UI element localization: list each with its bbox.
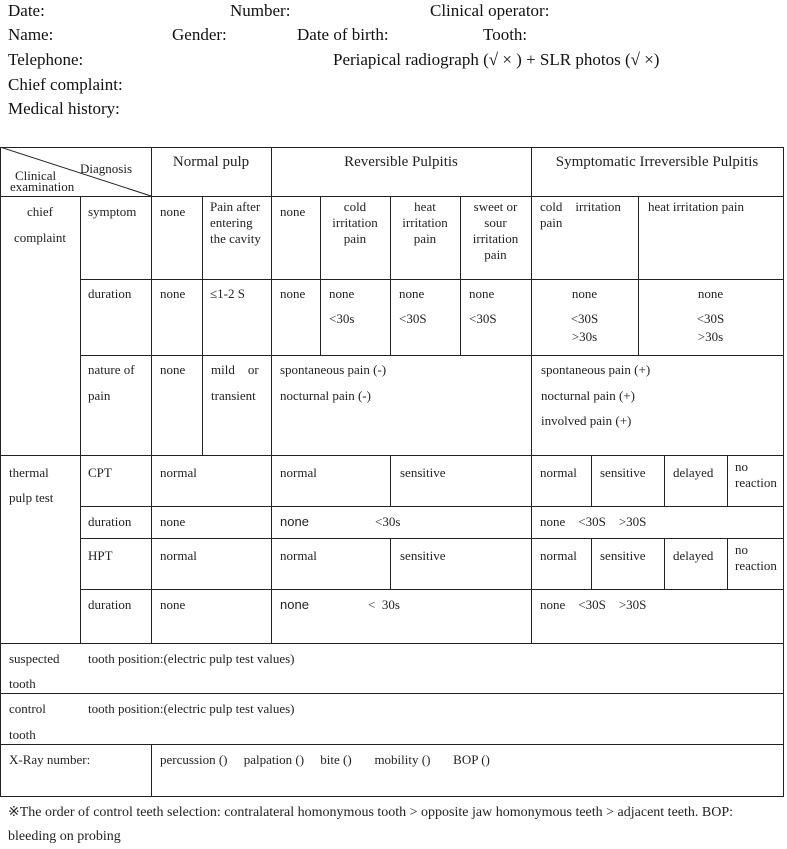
- hpt-sip-sensitive: sensitive: [600, 548, 646, 563]
- cpt-sip-sensitive: sensitive: [600, 465, 646, 480]
- control-label-line1: control: [9, 701, 46, 716]
- nature-rev-spontaneous: spontaneous pain (-): [280, 362, 387, 377]
- duration-normal-le12: ≤1-2 S: [210, 286, 245, 301]
- telephone-label: Telephone:: [8, 50, 84, 69]
- footnote: ※The order of control teeth selection: contralateral homonymous tooth > opposite jaw homonymous teeth > adjacent teeth. BOP: bleeding on probing: [8, 805, 734, 844]
- duration-cold-lt30: <30s: [329, 311, 355, 326]
- chief-complaint-label: Chief complaint:: [8, 75, 123, 94]
- symptom-sip-cold: cold irritation pain: [540, 199, 625, 230]
- gender-label: Gender:: [172, 25, 227, 44]
- thermal-label-line2: pulp test: [9, 490, 54, 505]
- chief-label: chief: [27, 204, 53, 219]
- medical-history-label: Medical history:: [8, 99, 120, 118]
- tooth-label: Tooth:: [483, 25, 528, 44]
- duration-cold-none: none: [329, 286, 355, 301]
- clinical-operator-label: Clinical operator:: [430, 1, 550, 20]
- duration-sip2-gt30: >30s: [697, 329, 724, 344]
- hpt-duration-label: duration: [88, 597, 132, 612]
- hpt-sip-no-reaction: no reaction: [735, 542, 777, 573]
- hpt-duration-rev-lt30: < 30s: [368, 597, 400, 612]
- cpt-duration-normal: none: [160, 514, 186, 529]
- symptom-cold: cold irritation pain: [332, 199, 378, 246]
- exam-items: percussion () palpation () bite () mobility () BOP (): [160, 752, 490, 767]
- suspected-label-line1: suspected: [9, 651, 60, 666]
- nature-transient: transient: [211, 388, 256, 403]
- nature-mild: mild or: [211, 362, 259, 377]
- hpt-duration-rev-none: none: [280, 597, 309, 612]
- hpt-sip-normal: normal: [540, 548, 577, 563]
- hpt-normal-pulp: normal: [160, 548, 197, 563]
- complaint-label: complaint: [14, 230, 66, 245]
- cpt-sip-delayed: delayed: [673, 465, 714, 480]
- duration-sweet-none: none: [469, 286, 495, 301]
- radiograph-label: Periapical radiograph (√ × ) + SLR photos (√ ×): [333, 50, 660, 69]
- col-symptomatic-pulpitis: Symptomatic Irreversible Pulpitis: [555, 154, 759, 170]
- duration-sip1-gt30: >30s: [571, 329, 598, 344]
- hpt-rev-sensitive: sensitive: [400, 548, 446, 563]
- cpt-duration-label: duration: [88, 514, 132, 529]
- suspected-label-line2: tooth: [9, 676, 36, 691]
- thermal-label-line1: thermal: [9, 465, 49, 480]
- symptom-pain-after-cavity: Pain after entering the cavity: [210, 199, 261, 246]
- control-label-line2: tooth: [9, 727, 36, 742]
- cpt-rev-sensitive: sensitive: [400, 465, 446, 480]
- nature-normal-none: none: [160, 362, 186, 377]
- duration-sip1-lt30: <30S: [570, 311, 599, 326]
- symptom-normal-none: none: [160, 204, 186, 219]
- hpt-rev-normal: normal: [280, 548, 317, 563]
- duration-sip1-none: none: [571, 286, 598, 301]
- cpt-duration-sip: none <30S >30S: [540, 514, 647, 529]
- hpt-label: HPT: [88, 548, 113, 563]
- corner-diagnosis: Diagnosis: [80, 161, 132, 176]
- cpt-duration-rev-lt30: <30s: [375, 514, 401, 529]
- symptom-label: symptom: [88, 204, 137, 219]
- control-tooth-value: tooth position:(electric pulp test values): [88, 701, 295, 716]
- col-normal-pulp: Normal pulp: [172, 154, 250, 170]
- hpt-sip-delayed: delayed: [673, 548, 714, 563]
- suspected-tooth-value: tooth position:(electric pulp test values): [88, 651, 295, 666]
- nature-sip-nocturnal: nocturnal pain (+): [541, 388, 635, 403]
- number-label: Number:: [230, 1, 291, 20]
- symptom-reversible-none: none: [280, 204, 306, 219]
- date-of-birth-label: Date of birth:: [297, 25, 389, 44]
- xray-number-label: X-Ray number:: [9, 752, 91, 767]
- cpt-duration-rev-none: none: [280, 514, 309, 529]
- nature-label-line1: nature of: [88, 362, 135, 377]
- date-label: Date:: [8, 1, 45, 20]
- hpt-duration-normal: none: [160, 597, 186, 612]
- name-label: Name:: [8, 25, 54, 44]
- cpt-sip-normal: normal: [540, 465, 577, 480]
- duration-reversible-none: none: [280, 286, 306, 301]
- duration-heat-lt30: <30S: [399, 311, 427, 326]
- cpt-normal-pulp: normal: [160, 465, 197, 480]
- corner-examination: examination: [10, 179, 75, 194]
- duration-normal-none: none: [160, 286, 186, 301]
- symptom-heat: heat irritation pain: [402, 199, 448, 246]
- nature-sip-involved: involved pain (+): [541, 413, 632, 428]
- hpt-duration-sip: none <30S >30S: [540, 597, 647, 612]
- cpt-sip-no-reaction: no reaction: [735, 459, 777, 490]
- nature-rev-nocturnal: nocturnal pain (-): [280, 388, 371, 403]
- symptom-sweet-sour: sweet or sour irritation pain: [472, 199, 519, 262]
- nature-sip-spontaneous: spontaneous pain (+): [541, 362, 651, 377]
- corner-clinical: Clinical: [15, 168, 57, 183]
- duration-heat-none: none: [399, 286, 425, 301]
- nature-label-line2: pain: [88, 388, 111, 403]
- col-reversible-pulpitis: Reversible Pulpitis: [344, 154, 458, 170]
- symptom-sip-heat: heat irritation pain: [648, 199, 745, 214]
- duration-sip2-lt30: <30S: [696, 311, 725, 326]
- duration-sweet-lt30: <30S: [469, 311, 497, 326]
- cpt-label: CPT: [88, 465, 112, 480]
- duration-label: duration: [88, 286, 132, 301]
- duration-sip2-none: none: [697, 286, 724, 301]
- cpt-rev-normal: normal: [280, 465, 317, 480]
